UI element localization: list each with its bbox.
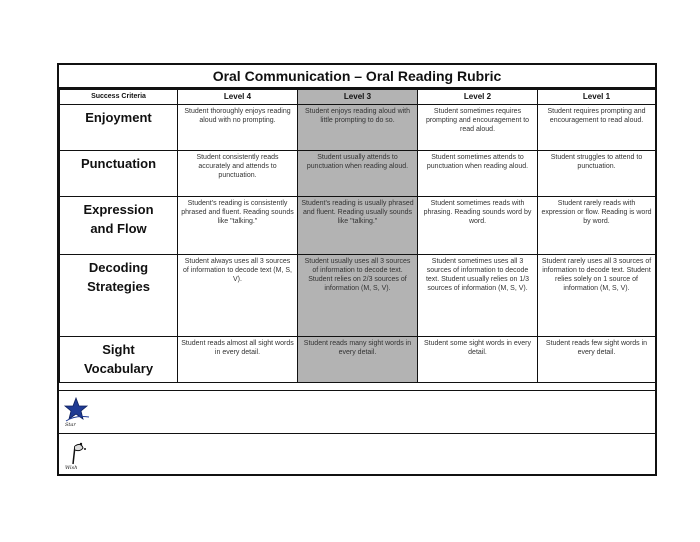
wish-label: Wish — [65, 465, 78, 471]
rubric-table — [59, 89, 656, 383]
cell-level-4: Student's reading is consistently phrased and fluent. Reading sounds like "talking." — [178, 197, 298, 255]
criterion-decoding-strategies — [60, 255, 178, 337]
cell-level-3: Student enjoys reading aloud with little prompting to do so. — [298, 105, 418, 151]
criterion-sight-vocabulary — [60, 337, 178, 383]
cell-level-3: Student usually attends to punctuation when reading aloud. — [298, 151, 418, 197]
table-row — [60, 197, 656, 255]
header-level-3: Level 3 — [298, 90, 418, 105]
cell-level-2: Student sometimes uses all 3 sources of information to decode text. Student usually relies on 1/3 sources of information (M, S, V). — [418, 255, 538, 337]
header-row — [60, 90, 656, 105]
criterion-line: and Flow — [90, 221, 147, 236]
criterion-line: Vocabulary — [83, 361, 154, 376]
wish-icon — [63, 440, 93, 472]
cell-level-2: Student sometimes requires prompting and encouragement to read aloud. — [418, 105, 538, 151]
cell-level-4: Student thoroughly enjoys reading aloud with no prompting. — [178, 105, 298, 151]
table-row — [60, 337, 656, 383]
cell-level-1: Student requires prompting and encouragement to read aloud. — [538, 105, 656, 151]
cell-level-1: Student rarely uses all 3 sources of information to decode text. Student relies solely on 1 source of information (M, S, V). — [538, 255, 656, 337]
criterion-line: Expression — [83, 202, 154, 217]
cell-level-2: Student some sight words in every detail. — [418, 337, 538, 383]
wish-comment-band — [59, 433, 655, 476]
criterion-punctuation: Punctuation — [60, 151, 178, 197]
header-level-2: Level 2 — [418, 90, 538, 105]
criterion-line: Strategies — [87, 279, 150, 294]
cell-level-4: Student consistently reads accurately and attends to punctuation. — [178, 151, 298, 197]
cell-level-1: Student reads few sight words in every detail. — [538, 337, 656, 383]
table-row — [60, 255, 656, 337]
star-label: Star — [65, 422, 76, 428]
cell-level-4: Student always uses all 3 sources of information to decode text (M, S, V). — [178, 255, 298, 337]
criterion-line: Decoding — [88, 260, 149, 275]
header-level-1: Level 1 — [538, 90, 656, 105]
header-level-4: Level 4 — [178, 90, 298, 105]
cell-level-2: Student sometimes reads with phrasing. Reading sounds word by word. — [418, 197, 538, 255]
cell-level-1: Student rarely reads with expression or flow. Reading is word by word. — [538, 197, 656, 255]
cell-level-4: Student reads almost all sight words in every detail. — [178, 337, 298, 383]
header-success-criteria: Success Criteria — [60, 90, 178, 105]
table-row — [60, 151, 656, 197]
criterion-enjoyment: Enjoyment — [60, 105, 178, 151]
cell-level-3: Student reads many sight words in every detail. — [298, 337, 418, 383]
cell-level-1: Student struggles to attend to punctuation. — [538, 151, 656, 197]
cell-level-3: Student's reading is usually phrased and fluent. Reading usually sounds like "talking." — [298, 197, 418, 255]
criterion-expression-and-flow — [60, 197, 178, 255]
table-row — [60, 105, 656, 151]
star-comment-band — [59, 390, 655, 433]
cell-level-3: Student usually uses all 3 sources of information to decode text. Student relies on 2/3 sources of information (M, S, V). — [298, 255, 418, 337]
rubric-sheet — [57, 63, 657, 476]
star-icon — [63, 397, 93, 429]
criterion-line: Sight — [102, 342, 135, 357]
rubric-title: Oral Communication – Oral Reading Rubric — [59, 65, 655, 89]
cell-level-2: Student sometimes attends to punctuation when reading aloud. — [418, 151, 538, 197]
